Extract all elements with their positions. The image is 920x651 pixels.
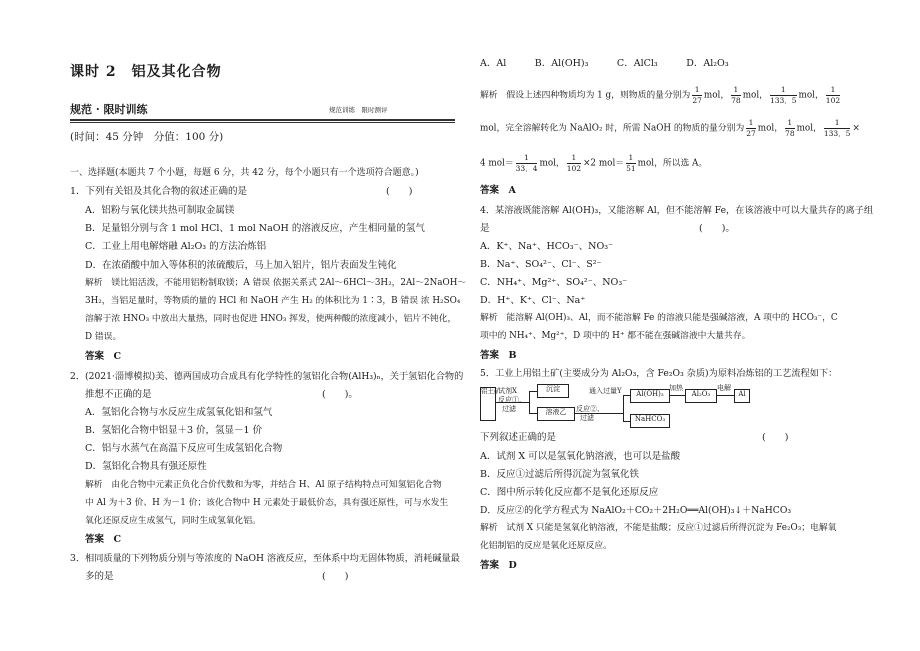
fraction: $\frac{1}{78}$ — [731, 85, 741, 105]
section-bar-title: 规范 · 限时训练 — [70, 103, 148, 116]
flow-box-bauxite: 铝土矿 — [480, 387, 496, 421]
flow-label: 通入过量Y — [589, 387, 622, 395]
q5-stem: 5．工业上用铝土矿(主要成分为 Al₂O₃，含 Fe₂O₃ 杂质)为原料冶炼铝的工艺流程如下： — [480, 368, 838, 379]
fraction: $\frac{1}{102}$ — [566, 153, 582, 173]
q5-explanation-line: 解析 试剂 X 只能是氢氧化钠溶液，不能是盐酸；反应①过滤后所得沉淀为 Fe₂O₃；电解氧 — [480, 523, 837, 533]
flow-box-precipitate: 沉淀 — [537, 384, 569, 398]
q2-explanation-line: 中 Al 为＋3 价、H 为－1 价；该化合物中 H 元素处于最低价态，具有强还原性，可与水发生 — [85, 498, 449, 508]
flow-arrow — [623, 421, 630, 422]
q2-stem: 2．(2021·淄博模拟)美、德两国成功合成具有化学特性的氢铝化合物(AlH₃)ₙ，关于氢铝化合物的 — [70, 371, 464, 382]
q5-option-d: D．反应②的化学方程式为 NaAlO₂＋CO₂＋2H₂O══Al(OH)₃↓＋NaHCO₃ — [480, 505, 792, 516]
q1-explanation-line: 解析 镁比铝活泼，不能用铝粉制取镁；A 错误 依据关系式 2Al～6HCl～3H₂，2Al～2NaOH～ — [85, 278, 467, 288]
q4-explanation-line: 解析 能溶解 Al(OH)₃、Al，而不能溶解 Fe 的溶液只能是强碱溶液，A 项中的 HCO₃⁻，C — [480, 313, 838, 323]
fraction: $\frac{1}{78}$ — [785, 118, 795, 138]
fraction: $\frac{1}{133.5}$ — [769, 85, 797, 105]
q2-option-d: D．氢铝化合物具有强还原性 — [85, 461, 207, 472]
q2-stem: 推想不正确的是 — [85, 389, 152, 400]
q2-answer: 答案 C — [85, 534, 122, 545]
q4-stem: 是 — [480, 223, 490, 234]
q4-option-d: D．H⁺、K⁺、Cl⁻、Na⁺ — [480, 295, 586, 306]
flow-label: 反应①、 — [498, 396, 526, 404]
flow-label-heat: 加热 — [669, 384, 683, 392]
flow-box-alumina: Al₂O₃ — [685, 389, 717, 403]
q1-answer: 答案 C — [85, 351, 122, 362]
q2-option-b: B．氢铝化合物中铝显＋3 价，氢显－1 价 — [85, 425, 263, 436]
q3-explanation-line: 解析 假设上述四种物质均为 1 g，则物质的量分别为 $\frac{1}{27}$ mol， $\frac{1}{78}$ mol， $\frac{1}{133.5}$ mol， $\frac{1}{102}$ — [480, 85, 841, 105]
q3-options: A．Al B．Al(OH)₃ C．AlCl₃ D．Al₂O₃ — [480, 58, 729, 69]
fraction: $\frac{1}{102}$ — [825, 85, 841, 105]
q4-explanation-line: 项中的 NH₄⁺、Mg²⁺，D 项中的 H⁺ 都不能在强碱溶液中大量共存。 — [480, 331, 751, 341]
divider — [70, 122, 455, 123]
q5-answer-paren: ( ) — [762, 432, 789, 443]
section-bar-subtitle: 规范训练 限时测评 — [329, 106, 388, 114]
q4-stem: 4．某溶液既能溶解 Al(OH)₃，又能溶解 Al，但不能溶解 Fe，在该溶液中可以大量共存的离子组 — [480, 205, 874, 216]
q4-answer-paren: ( )。 — [699, 223, 735, 234]
q5-explanation-line: 化铝制铝的反应是氧化还原反应。 — [480, 541, 612, 551]
q3-explanation-line: 4 mol＝ $\frac{1}{33.4}$ mol， $\frac{1}{102}$ ×2 mol＝ $\frac{1}{51}$ mol，所以选 A。 — [480, 153, 708, 173]
time-score-line: (时间：45 分钟 分值：100 分) — [70, 131, 224, 143]
q3-stem: 多的是 — [85, 571, 114, 582]
page-title: 课时 2 铝及其化合物 — [70, 64, 222, 80]
q1-option-c: C．工业上用电解熔融 Al₂O₃ 的方法冶炼铝 — [85, 241, 267, 252]
q5-answer: 答案 D — [480, 560, 517, 571]
q5-option-a: A．试剂 X 可以是氢氧化钠溶液，也可以是盐酸 — [480, 451, 681, 462]
q4-option-b: B．Na⁺、SO₄²⁻、Cl⁻、S²⁻ — [480, 259, 602, 270]
q3-answer: 答案 A — [480, 185, 516, 196]
q2-option-a: A．氢铝化合物与水反应生成氢氧化铝和氢气 — [85, 407, 273, 418]
q1-explanation-line: D 错误。 — [85, 332, 122, 342]
flow-label: 反应②、 — [576, 405, 604, 413]
q5-option-c: C．图中所示转化反应都不是氧化还原反应 — [480, 487, 659, 498]
fraction: $\frac{1}{27}$ — [746, 118, 756, 138]
fraction: $\frac{1}{51}$ — [626, 153, 636, 173]
q1-answer-paren: ( ) — [386, 186, 413, 197]
fraction: $\frac{1}{133.5}$ — [823, 118, 851, 138]
flow-branch — [529, 391, 530, 413]
flow-box-aluminium: Al — [734, 389, 750, 403]
flow-arrow — [669, 395, 685, 396]
fraction: $\frac{1}{27}$ — [692, 85, 702, 105]
q3-answer-paren: ( ) — [322, 571, 349, 582]
q1-stem: 1．下列有关铝及其化合物的叙述正确的是 — [70, 186, 248, 197]
flow-box-sodium-bicarbonate: NaHCO₃ — [630, 414, 670, 428]
flow-box-solution: 溶液乙 — [537, 407, 575, 421]
q4-option-c: C．NH₄⁺、Mg²⁺、SO₄²⁻、NO₃⁻ — [480, 277, 628, 288]
q5-prompt: 下列叙述正确的是 — [480, 432, 557, 443]
q2-option-c: C．铝与水蒸气在高温下反应可生成氢铝化合物 — [85, 443, 283, 454]
flow-label-electrolysis: 电解 — [717, 384, 731, 392]
q1-explanation-line: 3H₂，当铝足量时，等物质的量的 HCl 和 NaOH 产生 H₂ 的体积比为 1∶3，B 错误 浓 H₂SO₄ — [85, 296, 461, 306]
q1-explanation-line: 溶解于浓 HNO₃ 中放出大量热，同时也促进 HNO₃ 挥发，使两种酸的浓度减小，铝片不钝化， — [85, 314, 457, 324]
section-heading: 一、选择题(本题共 7 个小题，每题 6 分，共 42 分，每个小题只有一个选项符合题意。) — [70, 168, 419, 178]
q1-option-d: D．在浓硝酸中加入等体积的浓硫酸后，马上加入铝片，铝片表面发生钝化 — [85, 260, 397, 271]
q1-option-a: A．铝粉与氧化镁共热可制取金属镁 — [85, 205, 235, 216]
fraction: $\frac{1}{33.4}$ — [515, 153, 538, 173]
q1-option-b: B．足量铝分别与含 1 mol HCl、1 mol NaOH 的溶液反应，产生相同量的氢气 — [85, 223, 425, 234]
flow-arrow — [529, 391, 537, 392]
flow-branch — [623, 395, 624, 421]
flow-box-aluminium-hydroxide: Al(OH)₃ — [630, 389, 670, 403]
divider — [70, 119, 455, 121]
flow-label: 过滤 — [580, 414, 594, 422]
q2-explanation-line: 氧化还原反应生成氢气，同时生成氢氧化铝。 — [85, 516, 261, 526]
flow-label: 过滤 — [502, 405, 516, 413]
q3-explanation-line: mol，完全溶解转化为 NaAlO₂ 时，所需 NaOH 的物质的量分别为 $\frac{1}{27}$ mol， $\frac{1}{78}$ mol， $\frac{1}{133.5}$ × — [480, 118, 860, 138]
q4-option-a: A．K⁺、Na⁺、HCO₃⁻、NO₃⁻ — [480, 241, 614, 252]
q5-option-b: B．反应①过滤后所得沉淀为氢氧化铁 — [480, 469, 639, 480]
q2-explanation-line: 解析 由化合物中元素正负化合价代数和为零，并结合 H、Al 原子结构特点可知氢铝化合物 — [85, 480, 442, 490]
flow-arrow — [716, 395, 734, 396]
flow-label: 试剂X — [498, 387, 517, 395]
q2-answer-paren: ( )。 — [322, 389, 358, 400]
flow-arrow — [529, 413, 537, 414]
q4-answer: 答案 B — [480, 350, 517, 361]
flow-arrow — [623, 395, 630, 396]
process-flow-diagram — [480, 383, 800, 427]
q3-stem: 3．相同质量的下列物质分别与等浓度的 NaOH 溶液反应，至体系中均无固体物质，消耗碱量最 — [70, 553, 460, 564]
